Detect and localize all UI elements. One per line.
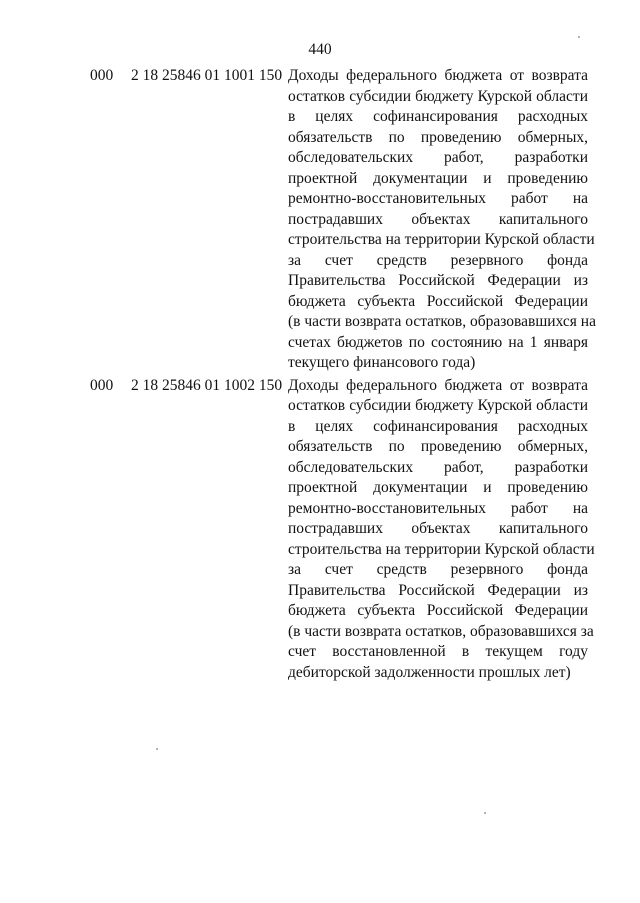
description-line: ремонтно-восстановительных работ на	[288, 190, 588, 207]
description-line: за счет средств резервного фонда	[288, 561, 588, 578]
budget-classification-code: 2 18 25846 01 1001 150	[131, 67, 283, 84]
description-line: Доходы федерального бюджета от возврата	[288, 376, 588, 394]
description-line: Правительства Российской Федерации из	[288, 581, 588, 599]
budget-classification-code: 2 18 25846 01 1002 150	[131, 376, 283, 394]
description-line: Правительства Российской Федерации из	[288, 272, 588, 289]
description-line: в целях софинансирования расходных	[288, 108, 588, 125]
revenue-description	[288, 376, 595, 684]
description-line: за счет средств резервного фонда	[288, 251, 588, 269]
description-line: обследовательских работ, разработки	[288, 458, 588, 476]
description-line: ремонтно-восстановительных работ на	[288, 499, 588, 517]
description-line: проектной документации и проведению	[288, 169, 588, 187]
description-line: (в части возврата остатков, образовавшихся на	[288, 313, 596, 330]
scan-speck	[484, 812, 486, 814]
description-line: проектной документации и проведению	[288, 479, 588, 496]
description-line: обследовательских работ, разработки	[288, 149, 588, 166]
revenue-description	[288, 66, 596, 374]
description-line: текущего финансового года)	[288, 354, 476, 371]
page-number: 440	[308, 41, 332, 58]
description-line: обязательств по проведению обмерных,	[288, 438, 588, 455]
admin-code: 000	[90, 67, 114, 84]
description-line: обязательств по проведению обмерных,	[288, 128, 588, 146]
description-line: (в части возврата остатков, образовавшихся за	[288, 622, 594, 640]
description-line: строительства на территории Курской области	[288, 540, 595, 558]
description-line: Доходы федерального бюджета от возврата	[288, 67, 588, 84]
table-row	[0, 376, 640, 684]
scan-speck	[578, 36, 580, 38]
scan-speck	[156, 748, 158, 750]
description-line: счетах бюджетов по состоянию на 1 января	[288, 333, 588, 351]
description-line: бюджета субъекта Российской Федерации	[288, 602, 588, 619]
admin-code: 000	[90, 376, 114, 394]
description-line: строительства на территории Курской области	[288, 231, 595, 248]
description-line: пострадавших объектах капитального	[288, 520, 588, 537]
description-line: дебиторской задолженности прошлых лет)	[288, 663, 571, 681]
description-line: бюджета субъекта Российской Федерации	[288, 292, 588, 310]
revenue-code-table	[0, 66, 640, 683]
description-line: счет восстановленной в текущем году	[288, 643, 588, 660]
table-row	[0, 66, 640, 374]
description-line: остатков субсидии бюджету Курской области	[288, 397, 588, 414]
description-line: пострадавших объектах капитального	[288, 210, 588, 228]
description-line: в целях софинансирования расходных	[288, 417, 588, 435]
description-line: остатков субсидии бюджету Курской области	[288, 87, 588, 105]
